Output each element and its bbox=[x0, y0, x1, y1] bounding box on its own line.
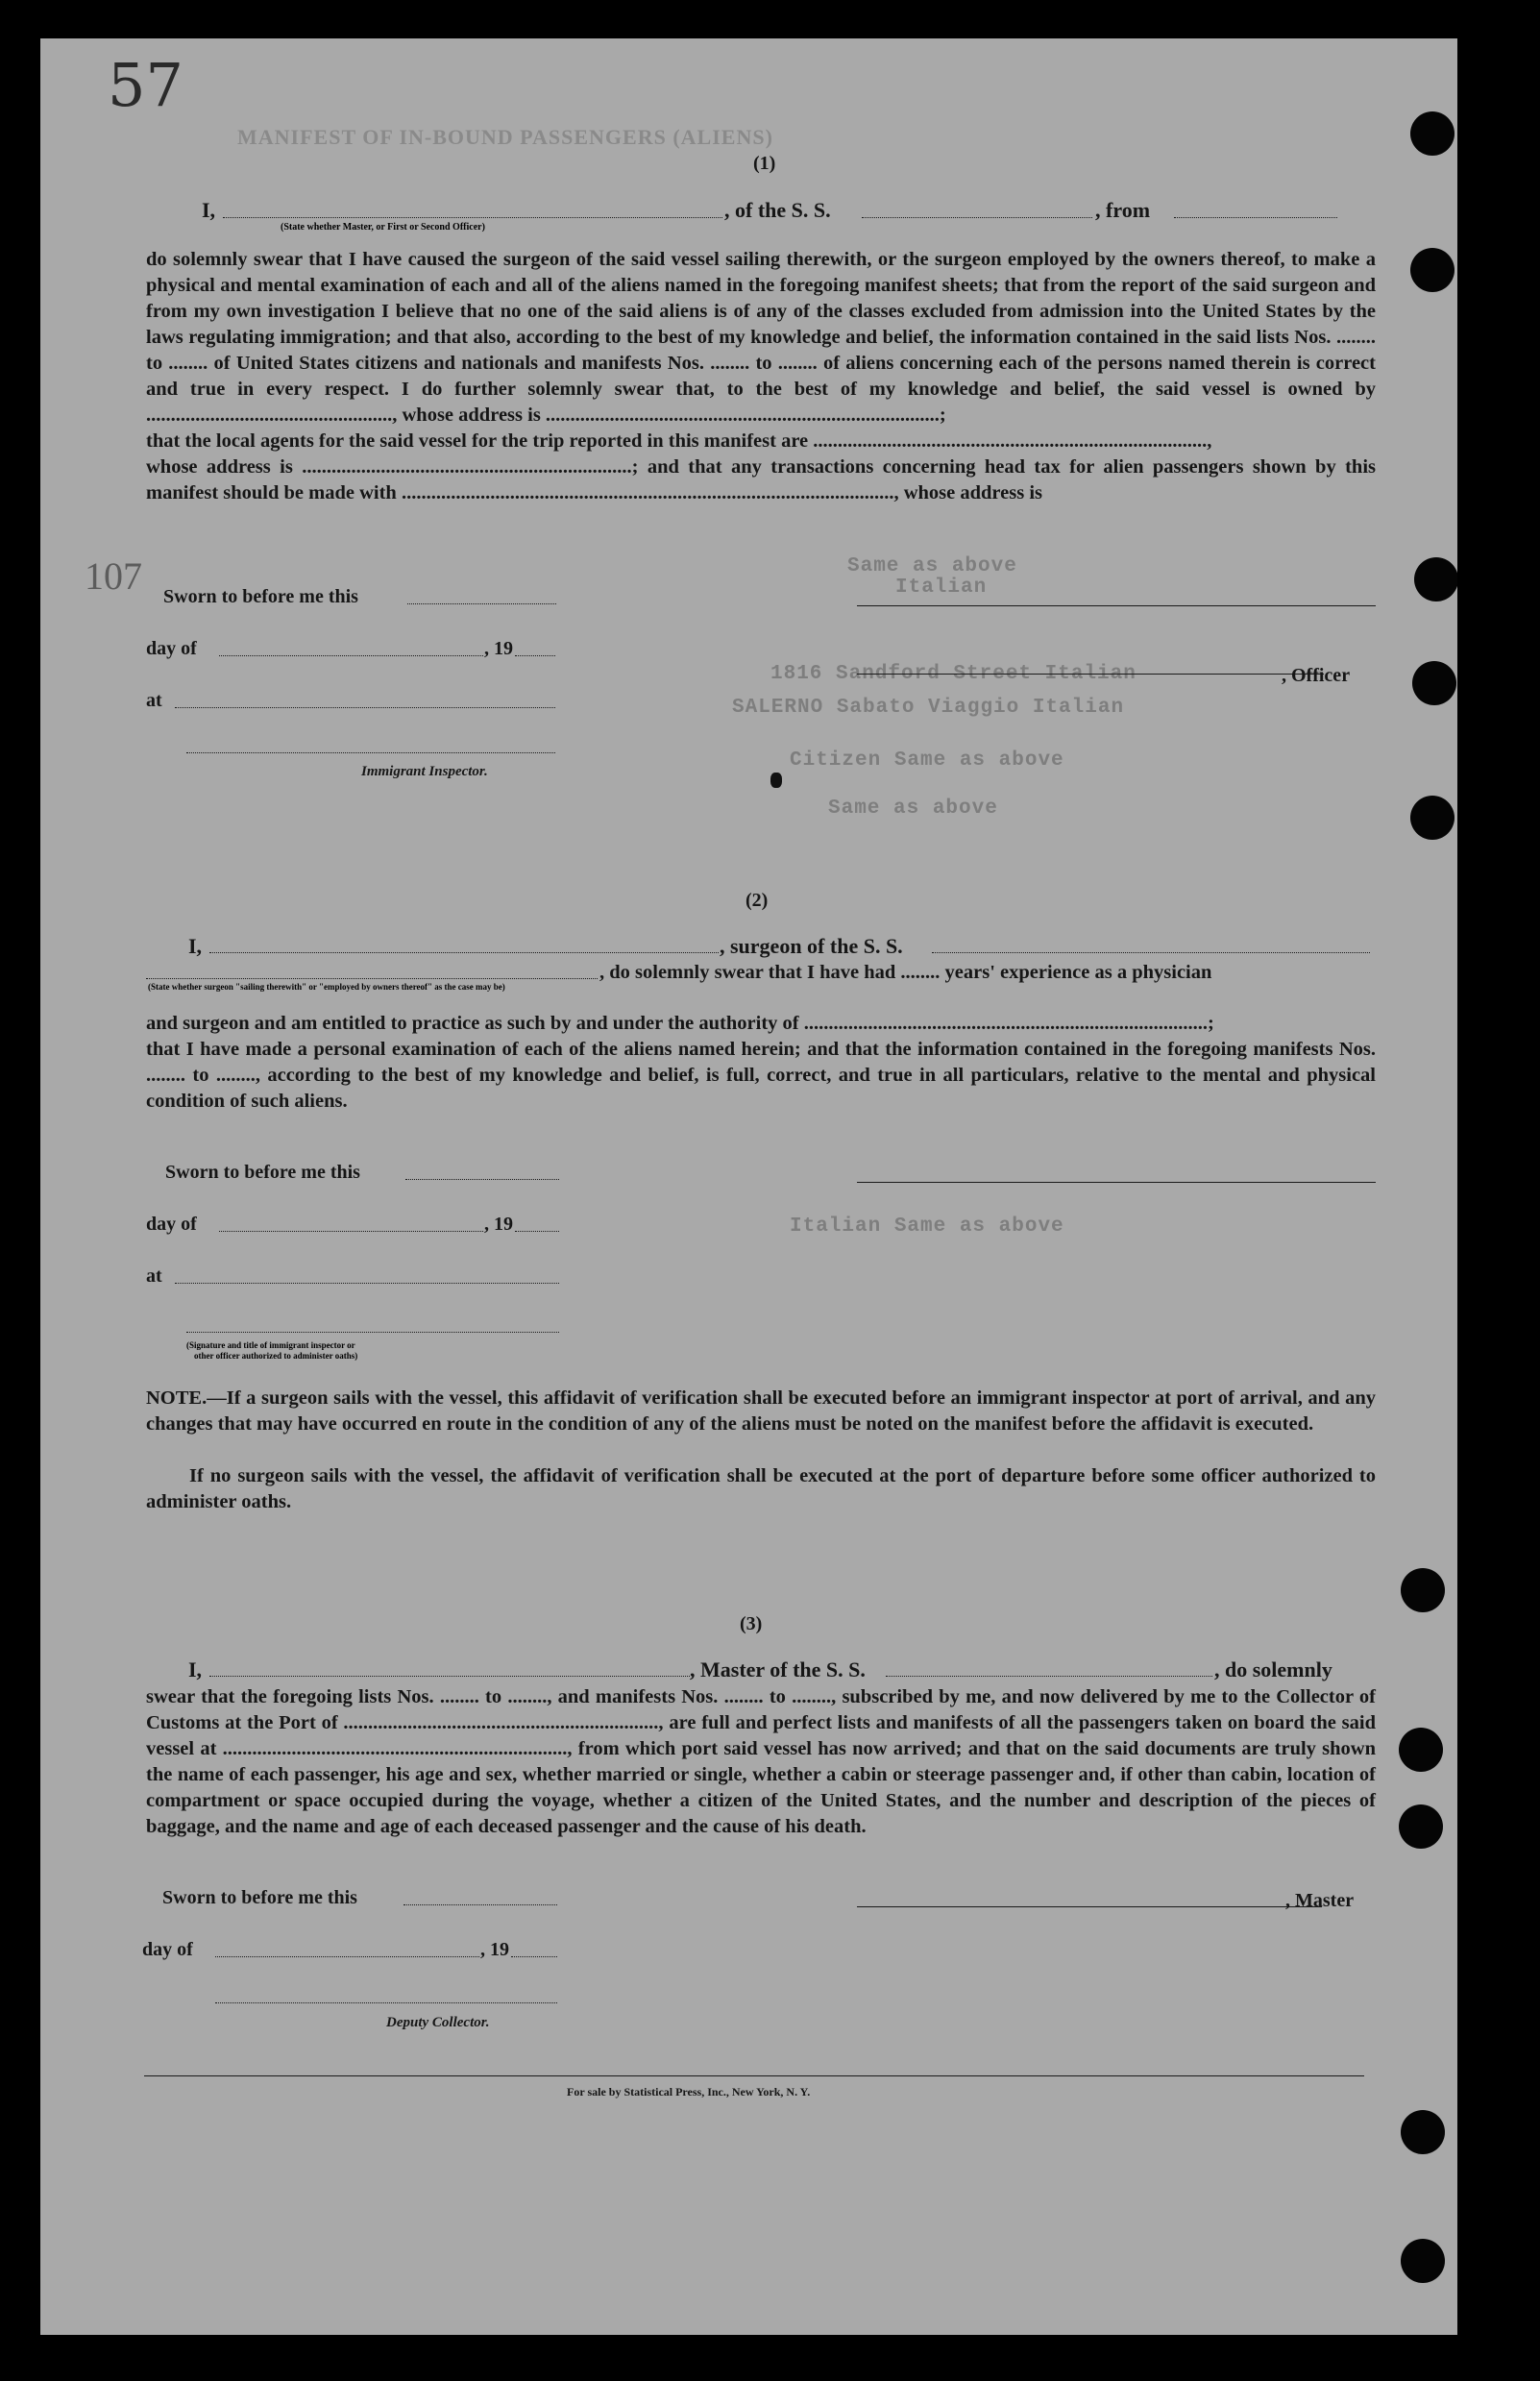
section3-name-blank bbox=[209, 1676, 690, 1677]
section1-sworn: Sworn to before me this bbox=[163, 586, 358, 607]
section2-ss-blank bbox=[932, 952, 1370, 953]
section3-collector: Deputy Collector. bbox=[386, 2015, 490, 2030]
section1-of-ss: , of the S. S. bbox=[724, 198, 831, 222]
header-ghost-text: MANIFEST OF IN-BOUND PASSENGERS (ALIENS) bbox=[237, 125, 773, 149]
footer-imprint: For sale by Statistical Press, Inc., New York, N. Y. bbox=[567, 2085, 811, 2099]
section1-officer: , Officer bbox=[1282, 665, 1351, 686]
section1-hint: (State whether Master, or First or Second Officer) bbox=[281, 222, 485, 233]
section2-body: and surgeon and am entitled to practice as such by and under the authority of ..................................................................................; that I have made a personal examination of each of the aliens named herein; and that the information contained in the foregoing manifests Nos. ........ to ........, according to the best of my knowledge and belief, is full, correct, and true in all particulars, relative to the mental and physical condition of such aliens. bbox=[146, 1013, 1376, 1112]
ink-blot bbox=[770, 773, 782, 788]
section3-day-blank bbox=[215, 1956, 479, 1957]
ghost-number: 107 bbox=[85, 554, 142, 598]
section2-hint: (State whether surgeon "sailing therewith" or "employed by owners thereof" as the case may be) bbox=[148, 982, 505, 992]
section3-sworn-blank bbox=[403, 1904, 557, 1905]
binder-hole-8 bbox=[1399, 1804, 1443, 1849]
page-number: 57 bbox=[108, 50, 183, 120]
section2-sign-line bbox=[857, 1182, 1376, 1183]
section2-at: at bbox=[146, 1265, 162, 1287]
section2-sworn-blank bbox=[405, 1179, 559, 1180]
binder-hole-5 bbox=[1410, 796, 1454, 840]
section2-note-label: NOTE. bbox=[146, 1387, 208, 1409]
binder-hole-7 bbox=[1399, 1728, 1443, 1772]
section2-note-2: If no surgeon sails with the vessel, the affidavit of verification shall be executed at the port of departure before some officer authorized to administer oaths. bbox=[146, 1465, 1376, 1512]
binder-hole-4 bbox=[1412, 661, 1456, 705]
section3-collector-blank bbox=[215, 2002, 557, 2003]
section2-sig-hint-1: (Signature and title of immigrant inspector or bbox=[186, 1340, 355, 1350]
section3-master: , Master bbox=[1285, 1890, 1355, 1911]
section2-at-blank bbox=[175, 1283, 559, 1284]
bleed-line-2: Italian bbox=[895, 577, 988, 599]
section3-i: I, bbox=[188, 1657, 203, 1681]
section1-ss-blank bbox=[862, 217, 1092, 218]
section1-from-blank bbox=[1174, 217, 1337, 218]
section3-nineteen: , 19 bbox=[480, 1939, 509, 1960]
section2-sig-hint-2: other officer authorized to administer oaths) bbox=[194, 1351, 358, 1361]
binder-hole-9 bbox=[1401, 2110, 1445, 2154]
section3-body: swear that the foregoing lists Nos. ........ to ........, and manifests Nos. ........ to ........, subscribed by me, and now delivered by me to the Collector of Customs at the Port of ................................................................, are full and perfect lists and manifests of all the passengers taken on board the said vessel at ......................................................................, from which port said vessel has now arrived; and that on the said documents are truly shown the name of each passenger, his age and sex, whether married or single, whether a cabin or steerage passenger and, if other than cabin, location of compartment or space occupied during the voyage, whether a citizen of the United States, and the number and description of the pieces of baggage, and the name and age of each deceased passenger and the cause of his death. bbox=[146, 1686, 1376, 1837]
bleed-line-6: Same as above bbox=[828, 798, 998, 820]
section2-surgeon-of: , surgeon of the S. S. bbox=[720, 934, 903, 958]
section2-sworn: Sworn to before me this bbox=[165, 1162, 360, 1183]
binder-hole-10 bbox=[1401, 2239, 1445, 2283]
manifest-page bbox=[40, 38, 1457, 2335]
section2-day-blank bbox=[219, 1231, 483, 1232]
section3-year-blank bbox=[511, 1956, 557, 1957]
section1-day-of: day of bbox=[146, 638, 197, 659]
section2-type-blank bbox=[146, 978, 598, 979]
section1-sworn-blank bbox=[407, 603, 556, 604]
section2-line2: , do solemnly swear that I have had ........ years' experience as a physician bbox=[599, 962, 1212, 983]
section1-officer-blank bbox=[223, 217, 722, 218]
binder-hole-1 bbox=[1410, 111, 1454, 156]
section1-number: (1) bbox=[753, 153, 776, 174]
section2-sig-blank bbox=[186, 1332, 559, 1333]
section2-nineteen: , 19 bbox=[484, 1214, 513, 1235]
section1-from: , from bbox=[1095, 198, 1151, 222]
section1-i: I, bbox=[202, 198, 216, 222]
section2-note bbox=[146, 1386, 1376, 1437]
section1-nineteen: , 19 bbox=[484, 638, 513, 659]
section3-number: (3) bbox=[740, 1613, 763, 1634]
section2-note-body: —If a surgeon sails with the vessel, this affidavit of verification shall be executed before an immigrant inspector at port of arrival, and any changes that may have occurred en route in the condition of any of the aliens must be noted on the manifest before the affidavit is executed. bbox=[146, 1387, 1376, 1435]
section3-master-of: , Master of the S. S. bbox=[690, 1657, 866, 1681]
bleed-line-7: Italian Same as above bbox=[790, 1215, 1064, 1238]
binder-hole-3 bbox=[1414, 557, 1457, 601]
binder-hole-6 bbox=[1401, 1568, 1445, 1612]
section1-officer-line bbox=[857, 674, 1324, 675]
section2-day-of: day of bbox=[146, 1214, 197, 1235]
bleed-line-1: Same as above bbox=[847, 555, 1017, 577]
bleed-line-5: Citizen Same as above bbox=[790, 749, 1064, 772]
section3-ss-blank bbox=[886, 1676, 1212, 1677]
section2-year-blank bbox=[515, 1231, 559, 1232]
section1-inspector-blank bbox=[186, 752, 555, 753]
section1-body: do solemnly swear that I have caused the surgeon of the said vessel sailing therewith, or the surgeon employed by the owners thereof, to make a physical and mental examination of each and all of the aliens named in the foregoing manifest sheets; that from the report of the said surgeon and from my own investigation I believe that no one of the said aliens is of any of the classes excluded from admission into the United States by the laws regulating immigration; and that also, according to the best of my knowledge and belief, the information contained in the said lists Nos. ........ to ........ of United States citizens and nationals and manifests Nos. ........ to ........ of aliens concerning each of the persons named therein is correct and true in every respect. I do further solemnly swear that, to the best of my knowledge and belief, the said vessel is owned by .................................................., whose address is ................................................................................; that the local agents for the said vessel for the trip reported in this manifest are ................................................................................, whose address is ...................................................................; and that any transactions concerning head tax for alien passengers shown by this manifest should be made with ...................................................................................................., whose address is bbox=[146, 249, 1376, 503]
section2-i: I, bbox=[188, 934, 203, 958]
section1-at-blank bbox=[175, 707, 555, 708]
section3-master-line bbox=[857, 1906, 1322, 1907]
section3-solemnly: , do solemnly bbox=[1214, 1657, 1332, 1681]
section1-at: at bbox=[146, 690, 162, 711]
section2-name-blank bbox=[209, 952, 719, 953]
section1-sign-line bbox=[857, 605, 1376, 606]
section3-sworn: Sworn to before me this bbox=[162, 1887, 357, 1908]
section1-day-blank bbox=[219, 655, 483, 656]
section2-number: (2) bbox=[746, 890, 769, 911]
bleed-line-4: 1816 Sandford Street Italian bbox=[770, 663, 1137, 685]
binder-hole-2 bbox=[1410, 248, 1454, 292]
section3-day-of: day of bbox=[142, 1939, 193, 1960]
footer-rule bbox=[144, 2075, 1364, 2076]
section1-year-blank bbox=[515, 655, 555, 656]
section1-inspector: Immigrant Inspector. bbox=[361, 764, 488, 779]
bleed-line-3: SALERNO Sabato Viaggio Italian bbox=[732, 697, 1125, 719]
